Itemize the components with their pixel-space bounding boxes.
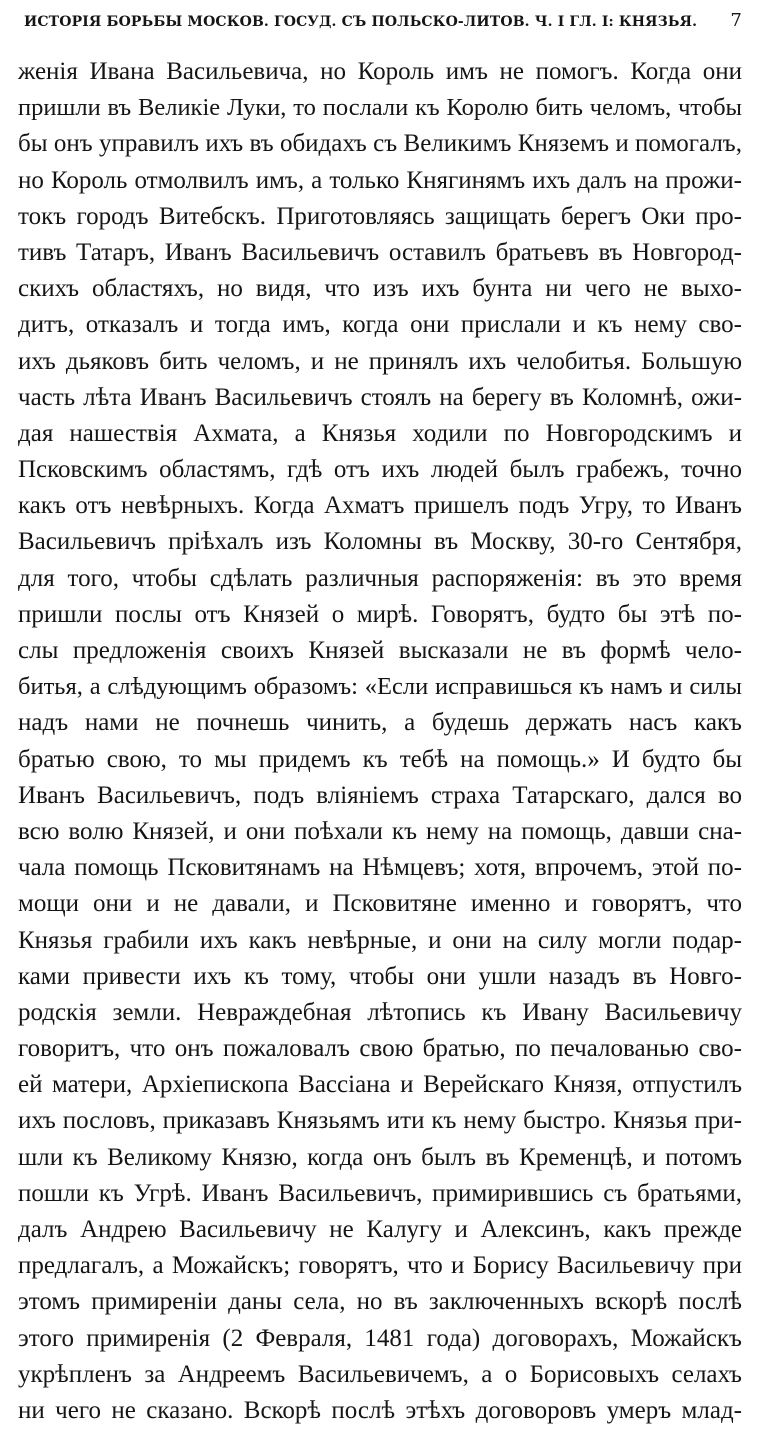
- text-line: токъ городъ Витебскъ. Приготовляясь защищать берегъ Оки про-: [18, 202, 742, 230]
- text-line: родскія земли. Невраждебная лѣтопись къ Ивану Васильевичу: [18, 998, 742, 1026]
- page-number: 7: [730, 10, 742, 31]
- text-line: пошли къ Угрѣ. Иванъ Васильевичъ, примирившись съ братьями,: [18, 1179, 742, 1207]
- text-line: слы предложенія своихъ Князей высказали не въ формѣ чело-: [18, 637, 742, 664]
- text-line: ей матери, Архіепископа Вассіана и Верейскаго Князя, отпустилъ: [18, 1071, 742, 1099]
- text-line: дитъ, отказалъ и тогда имъ, когда они прислали и къ нему сво-: [18, 311, 742, 339]
- text-line: битья, а слѣдующимъ образомъ: «Если исправишься къ намъ и силы: [18, 673, 742, 701]
- text-line: чала помощь Псковитянамъ на Нѣмцевъ; хотя, впрочемъ, этой по-: [18, 854, 742, 882]
- text-line: пришли послы отъ Князей о мирѣ. Говорятъ, будто бы этѣ по-: [18, 600, 742, 628]
- text-line: этого примиренія (2 Февраля, 1481 года) договорахъ, Можайскъ: [18, 1324, 742, 1352]
- running-title: ИСТОРІЯ БОРЬБЫ МОСКОВ. ГОСУД. СЪ ПОЛЬСКО-ЛИТОВ. Ч. I ГЛ. I: КНЯЗЬЯ.: [24, 14, 698, 30]
- text-line: тивъ Татаръ, Иванъ Васильевичъ оставилъ братьевъ въ Новгород-: [18, 238, 742, 266]
- running-head: [24, 10, 742, 32]
- body-text: [18, 54, 742, 1429]
- text-line: Князья грабили ихъ какъ невѣрные, и они на силу могли подар-: [18, 926, 742, 954]
- text-line: скихъ областяхъ, но видя, что изъ ихъ бунта ни чего не выхо-: [18, 275, 742, 303]
- text-line: дая нашествія Ахмата, а Князья ходили по Новгородскимъ и: [18, 419, 742, 447]
- text-line: Псковскимъ областямъ, гдѣ отъ ихъ людей былъ грабежъ, точно: [18, 456, 742, 484]
- text-line: женія Ивана Васильевича, но Король имъ не помогъ. Когда они: [18, 58, 742, 85]
- text-line: предлагалъ, а Можайскъ; говорятъ, что и Борису Васильевичу при: [18, 1252, 742, 1280]
- text-line: всю волю Князей, и они поѣхали къ нему на помощь, давши сна-: [18, 817, 742, 845]
- text-line: братью свою, то мы придемъ къ тебѣ на помощь.» И будто бы: [18, 745, 742, 773]
- text-line: Иванъ Васильевичъ, подъ вліяніемъ страха Татарскаго, дался во: [18, 781, 742, 809]
- text-line: ками привести ихъ къ тому, чтобы они ушли назадъ въ Новго-: [18, 962, 742, 990]
- text-line: какъ отъ невѣрныхъ. Когда Ахматъ пришелъ подъ Угру, то Иванъ: [18, 492, 742, 520]
- text-line: но Король отмолвилъ имъ, а только Княгинямъ ихъ далъ на прожи-: [18, 166, 742, 194]
- text-line: укрѣпленъ за Андреемъ Васильевичемъ, а о Борисовыхъ селахъ: [18, 1360, 742, 1388]
- text-line: пришли въ Великіе Луки, то послали къ Королю бить челомъ, чтобы: [18, 94, 742, 122]
- text-line: часть лѣта Иванъ Васильевичъ стоялъ на берегу въ Коломнѣ, ожи-: [18, 383, 742, 411]
- text-line: для того, чтобы сдѣлать различныя распоряженія: въ это время: [18, 564, 742, 592]
- text-line: этомъ примиреніи даны села, но въ заключенныхъ вскорѣ послѣ: [18, 1288, 742, 1316]
- text-line: ихъ дьяковъ бить челомъ, и не принялъ ихъ челобитья. Большую: [18, 347, 742, 375]
- text-line: далъ Андрею Васильевичу не Калугу и Алексинъ, какъ прежде: [18, 1216, 742, 1243]
- text-line: надъ нами не почнешь чинить, а будешь держать насъ какъ: [18, 709, 742, 737]
- text-line: говоритъ, что онъ пожаловалъ свою братью, по печалованью сво-: [18, 1035, 742, 1063]
- text-line: ихъ пословъ, приказавъ Князьямъ ити къ нему быстро. Князья при-: [18, 1107, 742, 1135]
- text-line: бы онъ управилъ ихъ въ обидахъ съ Великимъ Княземъ и помогалъ,: [18, 130, 742, 158]
- text-line: шли къ Великому Князю, когда онъ былъ въ Кременцѣ, и потомъ: [18, 1143, 742, 1171]
- text-line: Васильевичъ пріѣхалъ изъ Коломны въ Москву, 30-го Сентября,: [18, 528, 742, 556]
- text-line: ни чего не сказано. Вскорѣ послѣ этѣхъ договоровъ умеръ млад-: [18, 1396, 742, 1424]
- text-line: мощи они и не давали, и Псковитяне именно и говорятъ, что: [18, 890, 742, 918]
